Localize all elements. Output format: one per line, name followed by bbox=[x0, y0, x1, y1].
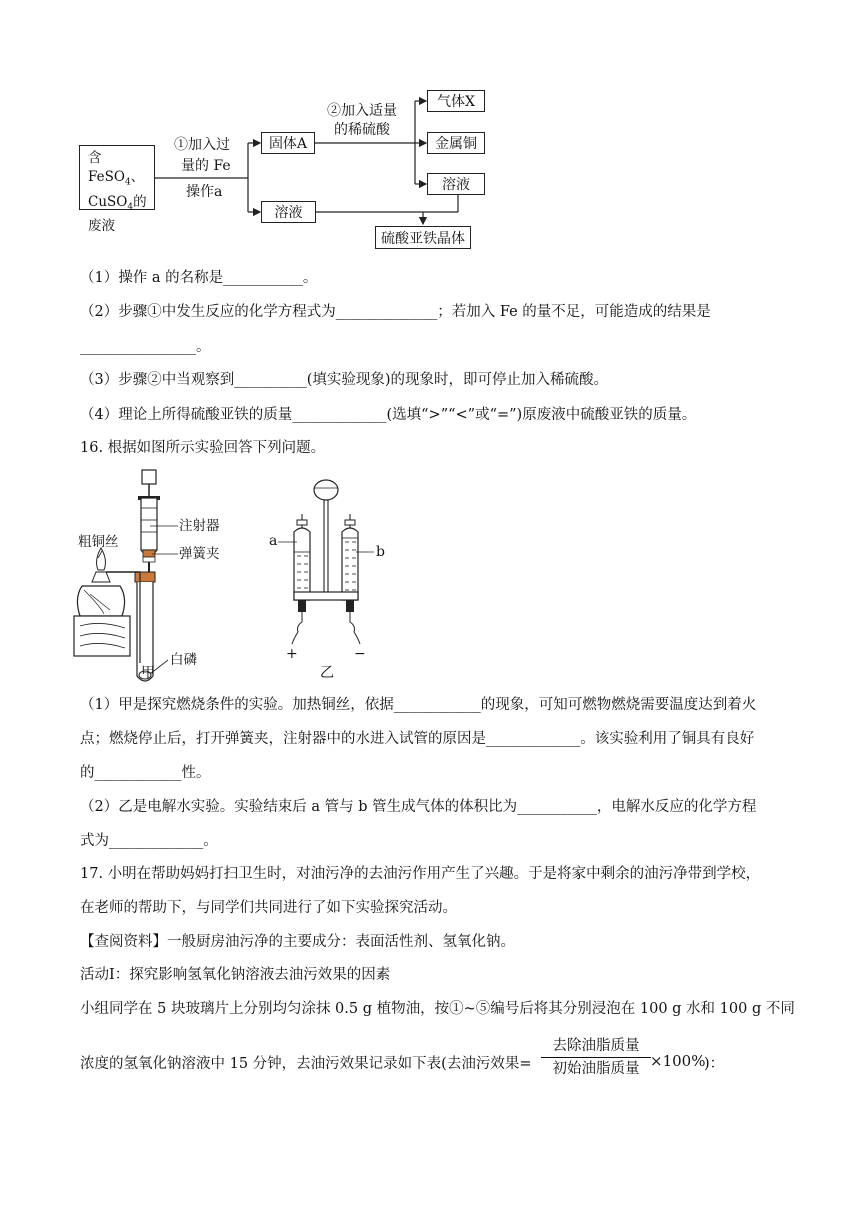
figure-jia bbox=[70, 468, 260, 683]
tube-a-label: a bbox=[269, 533, 278, 549]
q15-part-3: （3）步骤②中当观察到__________(填实验现象)的现象时，即可停止加入稀硫酸。 bbox=[80, 372, 609, 388]
combustion-apparatus bbox=[70, 468, 260, 683]
solution-top-box: 溶液 bbox=[427, 173, 485, 195]
q16-part-2a: （2）乙是电解水实验。实验结束后 a 管与 b 管生成气体的体积比为___________，电解水反应的化学方程 bbox=[80, 799, 757, 815]
clamp-label: 弹簧夹 bbox=[179, 546, 220, 562]
figure-jia-caption: 甲 bbox=[141, 665, 155, 681]
q15-part-4: （4）理论上所得硫酸亚铁的质量_____________(选填“>”“<”或“=”)原废液中硫酸亚铁的质量。 bbox=[80, 407, 697, 423]
q16-part-1b: 点；燃烧停止后，打开弹簧夹，注射器中的水进入试管的原因是_____________。该实验利用了铜具有良好 bbox=[80, 731, 755, 747]
flow-chart bbox=[0, 0, 860, 255]
crystal-box: 硫酸亚铁晶体 bbox=[375, 226, 471, 249]
q15-part-2b: ________________。 bbox=[80, 339, 211, 355]
gas-x-box: 气体X bbox=[427, 90, 485, 112]
start-line-3: 废液 bbox=[88, 218, 115, 235]
q15-part-1: （1）操作 a 的名称是___________。 bbox=[80, 270, 318, 286]
start-line-2: CuSO bbox=[88, 193, 128, 210]
fraction-numerator: 去除油脂质量 bbox=[541, 1036, 651, 1058]
start-line-1: 含FeSO bbox=[88, 150, 125, 185]
tube-b-label: b bbox=[376, 544, 385, 560]
solid-a-box: 固体A bbox=[261, 132, 315, 154]
q16-title: 16. 根据如图所示实验回答下列问题。 bbox=[80, 440, 326, 456]
electrolysis-apparatus bbox=[262, 472, 402, 667]
figure-yi bbox=[262, 472, 402, 667]
operation-a-label: 操作a bbox=[186, 184, 223, 200]
step2-label-1: ②加入适量 bbox=[327, 103, 397, 119]
q16-part-1a: （1）甲是探究燃烧条件的实验。加热铜丝，依据____________的现象，可知可燃物燃烧需要温度达到着火 bbox=[80, 697, 757, 713]
q16-part-2b: 式为_____________。 bbox=[80, 833, 218, 849]
flow-start-box: 含FeSO$_4$、 CuSO$_4$的 废液 bbox=[79, 145, 155, 210]
fraction-denominator: 初始油脂质量 bbox=[552, 1061, 640, 1077]
q17-title-b: 在老师的帮助下，与同学们共同进行了如下实验探究活动。 bbox=[80, 900, 457, 916]
q17-info: 【查阅资料】一般厨房油污净的主要成分：表面活性剂、氢氧化钠。 bbox=[80, 934, 515, 950]
figure-yi-caption: 乙 bbox=[320, 665, 334, 681]
solution-bottom-box: 溶液 bbox=[261, 201, 316, 223]
anode-label: + bbox=[286, 646, 298, 662]
fraction-tail: ×100% bbox=[650, 1052, 706, 1070]
cathode-label: − bbox=[354, 646, 366, 662]
q17-para-b: 浓度的氢氧化钠溶液中 15 分钟，去油污效果记录如下表(去油污效果= bbox=[80, 1056, 532, 1072]
step2-label-2: 的稀硫酸 bbox=[334, 122, 390, 138]
white-phosphorus-label: 白磷 bbox=[170, 652, 197, 668]
q15-part-2a: （2）步骤①中发生反应的化学方程式为______________；若加入 Fe 的量不足，可能造成的结果是 bbox=[80, 304, 711, 320]
copper-wire-label: 粗铜丝 bbox=[78, 534, 119, 550]
q17-activity: 活动Ⅰ：探究影响氢氧化钠溶液去油污效果的因素 bbox=[80, 967, 391, 983]
q17-para-end: )： bbox=[704, 1056, 725, 1072]
efficiency-fraction bbox=[541, 1036, 651, 1079]
step1-label-2: 量的 Fe bbox=[181, 158, 231, 174]
q16-part-1c: 的____________性。 bbox=[80, 765, 211, 781]
step1-label-1: ①加入过 bbox=[174, 137, 230, 153]
copper-box: 金属铜 bbox=[427, 132, 485, 154]
q17-para-a: 小组同学在 5 块玻璃片上分别均匀涂抹 0.5 g 植物油，按①~⑤编号后将其分别浸泡在 100 g 水和 100 g 不同 bbox=[80, 1001, 795, 1017]
q17-title-a: 17. 小明在帮助妈妈打扫卫生时，对油污净的去油污作用产生了兴趣。于是将家中剩余的油污净带到学校， bbox=[80, 866, 761, 882]
syringe-label: 注射器 bbox=[179, 518, 220, 534]
